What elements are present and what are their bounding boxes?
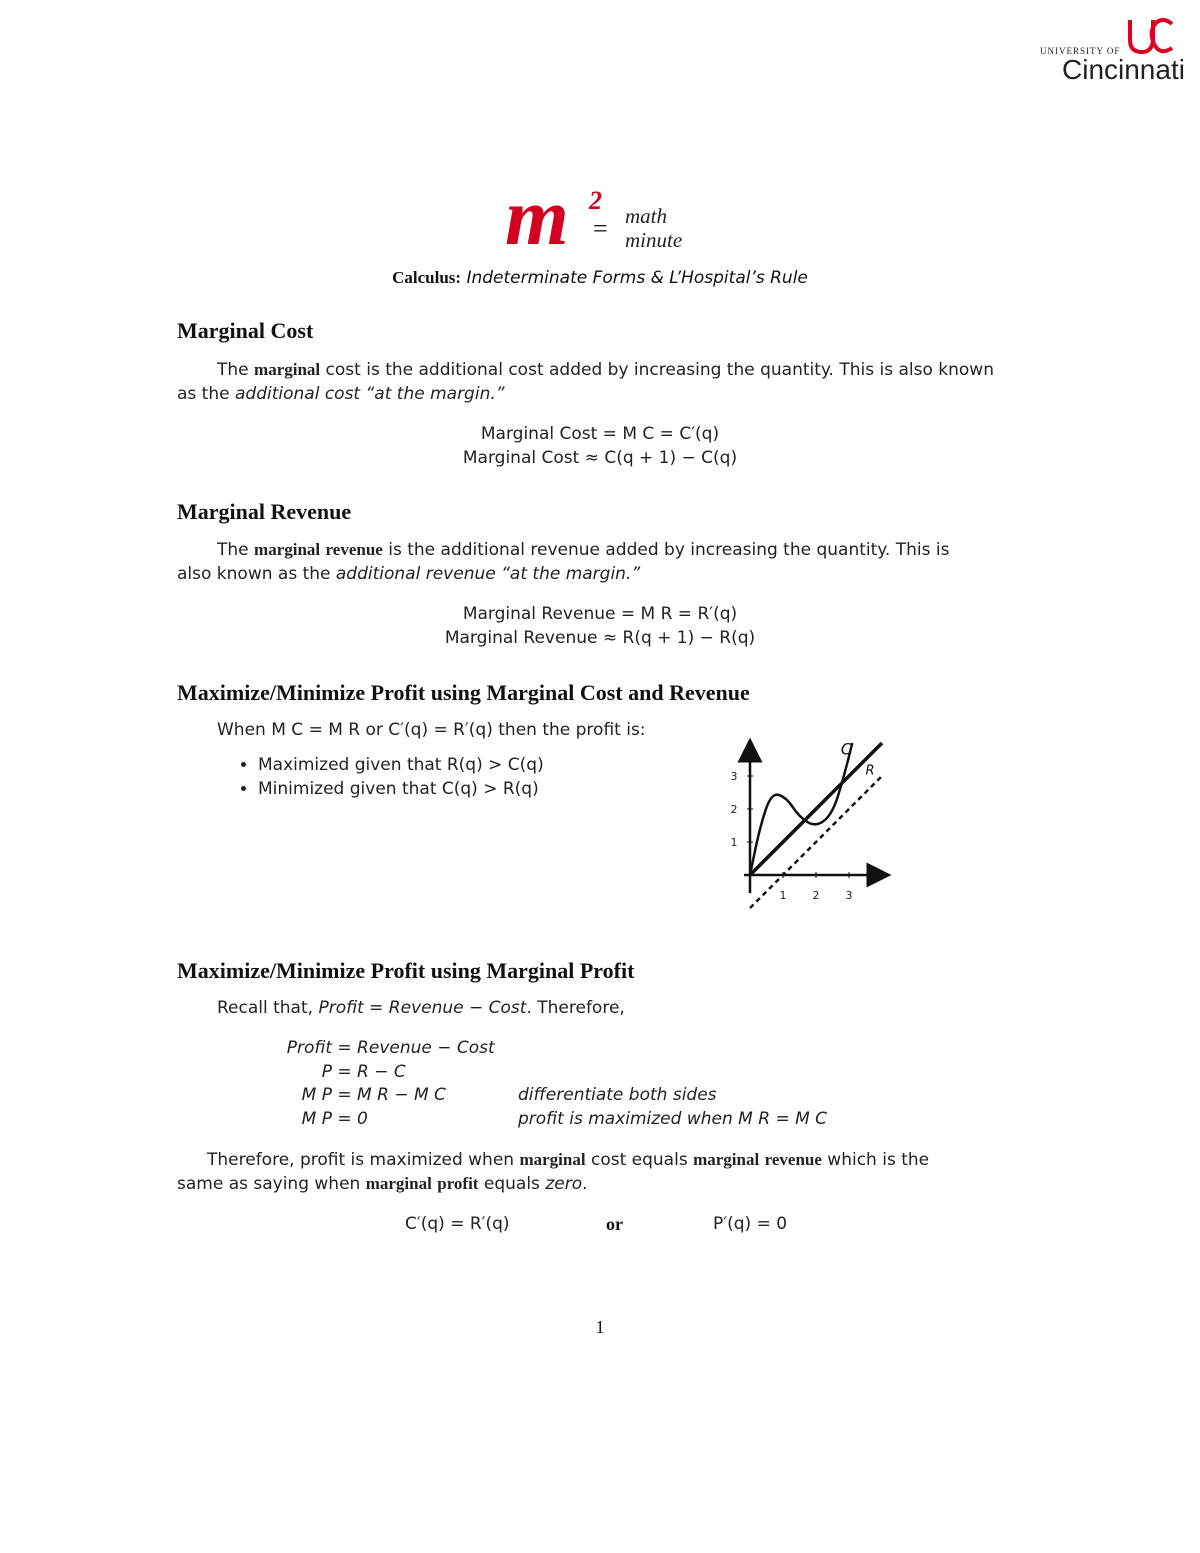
row3-rhs: = 0	[332, 1109, 368, 1129]
conc-d: which is the	[821, 1150, 930, 1170]
conc-a: Therefore, profit is maximized when	[207, 1150, 520, 1170]
s2-bold2: revenue	[325, 540, 383, 559]
heading-maximize-cost-revenue: Maximize/Minimize Profit using Marginal Cost and Revenue	[177, 680, 750, 705]
row0-lhs: Profit	[286, 1038, 332, 1058]
s1-bold: marginal	[254, 360, 321, 379]
recall-b: . Therefore,	[526, 998, 625, 1018]
uc-mark-icon	[1124, 14, 1176, 58]
s1-the: The	[217, 360, 255, 380]
logo-minute: minute	[625, 228, 683, 252]
row3-lhs: M P	[301, 1109, 332, 1129]
logo-university-of: UNIVERSITY OF	[1040, 46, 1121, 56]
s1-quote: “at the margin.”	[360, 384, 505, 404]
marginal-revenue-paragraph	[177, 538, 1027, 586]
marginal-cost-paragraph	[177, 358, 1027, 406]
s2-mid: is the additional revenue added by increasing the quantity. This is	[382, 540, 950, 560]
conc-g: .	[582, 1174, 588, 1194]
y-tick-label-3: 3	[730, 770, 738, 783]
bullet-maximized: • Maximized given that R(q) > C(q)	[258, 753, 544, 777]
s1-it: additional cost	[234, 384, 361, 404]
conc-f: equals	[478, 1174, 546, 1194]
x-tick-label-3: 3	[845, 889, 853, 902]
conc-b5: profit	[437, 1174, 479, 1193]
s2-it: additional revenue	[335, 564, 496, 584]
math-minute-logo	[505, 171, 705, 263]
university-logo	[1040, 14, 1190, 86]
s1-mid: cost is the additional cost added by increasing the quantity. This is also known	[320, 360, 994, 380]
s3-intro: When M C = M R or C′(q) = R′(q) then the profit is:	[217, 720, 646, 740]
conc-c: cost equals	[585, 1150, 694, 1170]
label-c: C	[840, 739, 852, 759]
conc-b1: marginal	[519, 1150, 586, 1169]
marginal-revenue-eq2: Marginal Revenue ≈ R(q + 1) − R(q)	[444, 628, 756, 648]
s2-the: The	[217, 540, 255, 560]
s4-recall	[217, 996, 625, 1020]
row3-note: profit is maximized when M R = M C	[518, 1109, 828, 1129]
y-tick-label-1: 1	[730, 836, 738, 849]
conc-it: zero	[545, 1174, 583, 1194]
logo-equals: =	[593, 214, 608, 243]
row1-rhs: = R − C	[332, 1062, 406, 1082]
page-number: 1	[595, 1317, 605, 1337]
marginal-cost-eq2: Marginal Cost ≈ C(q + 1) − C(q)	[462, 448, 738, 468]
x-tick-label-1: 1	[779, 889, 787, 902]
recall-a: Recall that,	[217, 998, 319, 1018]
conc-b2: marginal	[693, 1150, 760, 1169]
row2-lhs: M P	[301, 1085, 332, 1105]
final-or: or	[606, 1214, 623, 1234]
s2-quote: “at the margin.”	[495, 564, 641, 584]
s2-also: also known as the	[177, 564, 336, 584]
final-eq-right: P′(q) = 0	[713, 1214, 788, 1234]
marginal-chart	[720, 735, 900, 915]
bullet-minimized: • Minimized given that C(q) > R(q)	[258, 777, 544, 801]
marginal-cost-eq1: Marginal Cost = M C = C′(q)	[480, 424, 720, 444]
heading-marginal-profit: Maximize/Minimize Profit using Marginal Profit	[177, 958, 635, 983]
recall-it: Profit = Revenue − Cost	[318, 998, 527, 1018]
series-r-line	[750, 743, 882, 875]
s3-bullet-list	[236, 753, 544, 801]
x-tick-label-2: 2	[812, 889, 820, 902]
row1-lhs: P	[321, 1062, 332, 1082]
final-eq-left: C′(q) = R′(q)	[405, 1214, 510, 1234]
conc-b3: revenue	[764, 1150, 822, 1169]
subtitle	[0, 268, 1200, 288]
row2-note: differentiate both sides	[518, 1085, 717, 1105]
logo-math: math	[625, 204, 667, 228]
marginal-revenue-eq1: Marginal Revenue = M R = R′(q)	[462, 604, 738, 624]
row2-rhs: = M R − M C	[332, 1085, 446, 1105]
logo-squared: 2	[589, 186, 602, 215]
heading-marginal-cost: Marginal Cost	[177, 318, 314, 343]
profit-derivation	[260, 1038, 960, 1138]
s1-as: as the	[177, 384, 235, 404]
conclusion-paragraph	[177, 1148, 1027, 1196]
subtitle-topic: Indeterminate Forms & L’Hospital’s Rule	[466, 268, 808, 288]
conc-b4: marginal	[365, 1174, 432, 1193]
row0-rhs: = Revenue − Cost	[332, 1038, 495, 1058]
heading-marginal-revenue: Marginal Revenue	[177, 499, 352, 524]
subtitle-label: Calculus:	[392, 268, 462, 287]
label-r: R	[865, 763, 875, 779]
logo-m: m	[505, 171, 569, 262]
s2-bold1: marginal	[254, 540, 321, 559]
logo-cincinnati: Cincinnati	[1062, 54, 1185, 85]
y-tick-label-2: 2	[730, 803, 738, 816]
conc-e: same as saying when	[177, 1174, 366, 1194]
